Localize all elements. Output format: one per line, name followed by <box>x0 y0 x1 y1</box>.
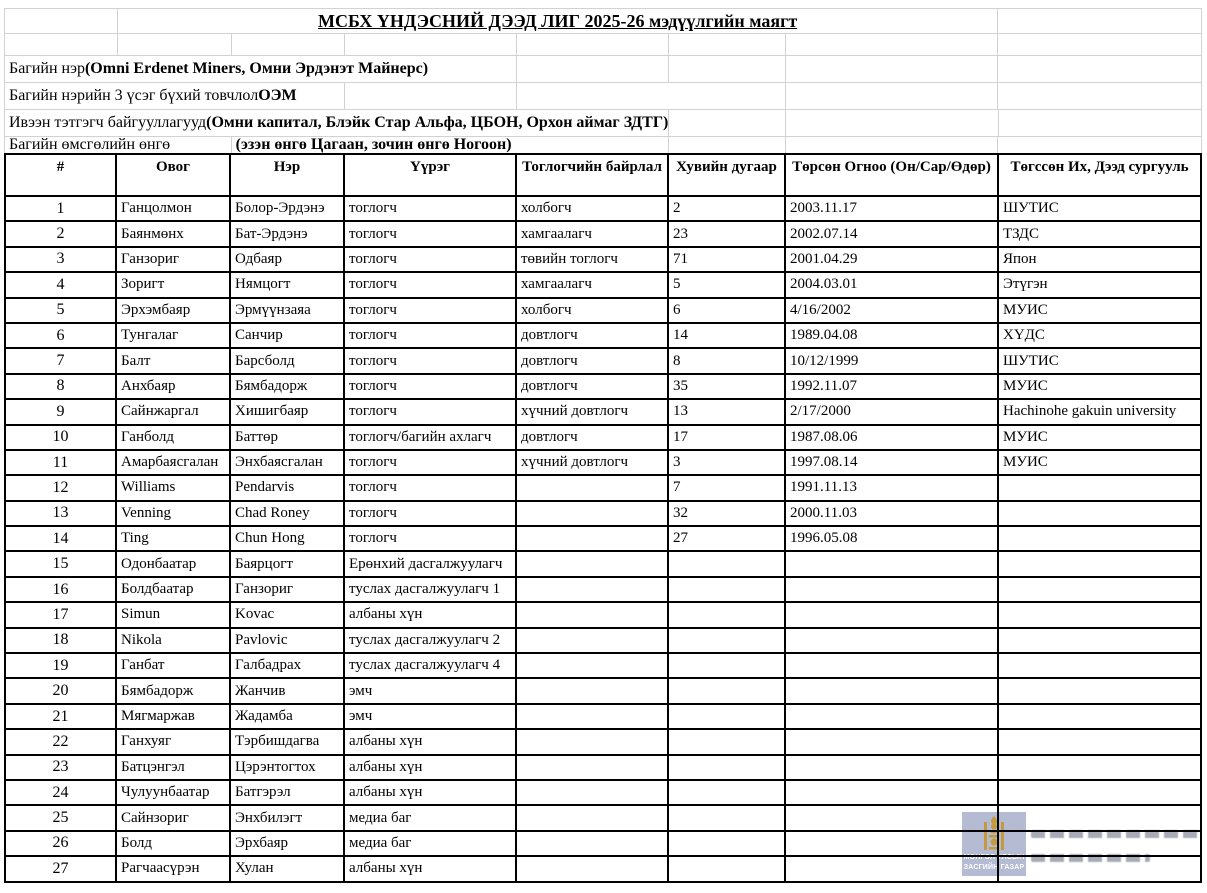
cell-university: МУИС <box>998 298 1201 323</box>
table-row <box>5 425 1201 450</box>
cell-role: тоглогч <box>344 247 516 272</box>
cell-surname: Сайнзориг <box>116 805 230 830</box>
cell-role: албаны хүн <box>344 602 516 627</box>
table-row <box>5 348 1201 373</box>
cell-given-name: Kovac <box>230 602 344 627</box>
cell-birth-date <box>785 678 998 703</box>
cell-position <box>516 729 668 754</box>
cell-number: 5 <box>5 298 116 323</box>
empty-cell <box>998 137 1201 153</box>
table-row <box>5 729 1201 754</box>
cell-role: тоглогч <box>344 450 516 475</box>
cell-number: 26 <box>5 831 116 856</box>
empty-cell <box>118 34 232 55</box>
cell-position: холбогч <box>516 196 668 221</box>
cell-jersey-number: 17 <box>668 425 785 450</box>
cell-number: 20 <box>5 678 116 703</box>
empty-cell <box>5 9 118 33</box>
cell-university: ШУТИС <box>998 196 1201 221</box>
table-row <box>5 526 1201 551</box>
table-row <box>5 831 1201 856</box>
cell-number: 24 <box>5 780 116 805</box>
cell-jersey-number <box>668 577 785 602</box>
team-abbreviation-value: ОЭМ <box>258 87 297 104</box>
cell-birth-date: 1996.05.08 <box>785 526 998 551</box>
cell-position <box>516 805 668 830</box>
cell-role: туслах дасгалжуулагч 4 <box>344 653 516 678</box>
cell-jersey-number <box>668 602 785 627</box>
cell-surname: Батцэнгэл <box>116 755 230 780</box>
cell-position: хамгаалагч <box>516 272 668 297</box>
cell-given-name: Болор-Эрдэнэ <box>230 196 344 221</box>
cell-birth-date: 1987.08.06 <box>785 425 998 450</box>
table-row <box>5 704 1201 729</box>
cell-birth-date <box>785 755 998 780</box>
cell-birth-date <box>785 628 998 653</box>
cell-surname: Venning <box>116 501 230 526</box>
cell-position <box>516 602 668 627</box>
cell-given-name: Жанчив <box>230 678 344 703</box>
cell-surname: Ганцолмон <box>116 196 230 221</box>
cell-surname: Simun <box>116 602 230 627</box>
cell-role: туслах дасгалжуулагч 1 <box>344 577 516 602</box>
table-row <box>5 374 1201 399</box>
cell-jersey-number: 14 <box>668 323 785 348</box>
cell-position <box>516 780 668 805</box>
cell-surname: Ганбат <box>116 653 230 678</box>
table-row <box>5 577 1201 602</box>
empty-cell <box>669 137 786 153</box>
cell-position: довтлогч <box>516 323 668 348</box>
empty-cell <box>998 56 1201 82</box>
cell-birth-date <box>785 602 998 627</box>
cell-position <box>516 577 668 602</box>
cell-role: тоглогч/багийн ахлагч <box>344 425 516 450</box>
table-row <box>5 551 1201 576</box>
cell-university <box>998 805 1201 830</box>
table-row <box>5 501 1201 526</box>
cell-jersey-number <box>668 551 785 576</box>
cell-jersey-number: 23 <box>668 221 785 246</box>
cell-birth-date: 2000.11.03 <box>785 501 998 526</box>
cell-number: 13 <box>5 501 116 526</box>
cell-jersey-number: 8 <box>668 348 785 373</box>
cell-jersey-number: 3 <box>668 450 785 475</box>
cell-given-name: Батгэрэл <box>230 780 344 805</box>
cell-birth-date <box>785 805 998 830</box>
cell-given-name: Chun Hong <box>230 526 344 551</box>
cell-number: 23 <box>5 755 116 780</box>
cell-university: ХҮДС <box>998 323 1201 348</box>
cell-university <box>998 755 1201 780</box>
kit-color-label: Багийн өмсгөлийн өнгө <box>9 136 171 153</box>
title-row <box>4 8 1202 34</box>
roster-table <box>4 153 1202 883</box>
empty-cell <box>345 83 517 109</box>
cell-number: 12 <box>5 475 116 500</box>
cell-university: МУИС <box>998 450 1201 475</box>
table-row <box>5 196 1201 221</box>
team-name-cell <box>5 56 517 82</box>
cell-position: довтлогч <box>516 374 668 399</box>
empty-cell <box>998 9 1201 33</box>
cell-given-name: Ганзориг <box>230 577 344 602</box>
cell-role: туслах дасгалжуулагч 2 <box>344 628 516 653</box>
cell-given-name: Тэрбишдагва <box>230 729 344 754</box>
cell-given-name: Баярцогт <box>230 551 344 576</box>
cell-university <box>998 551 1201 576</box>
cell-university: ШУТИС <box>998 348 1201 373</box>
cell-position: хүчний довтлогч <box>516 450 668 475</box>
cell-surname: Ганболд <box>116 425 230 450</box>
cell-surname: Ганхуяг <box>116 729 230 754</box>
cell-role: эмч <box>344 704 516 729</box>
table-row <box>5 221 1201 246</box>
cell-number: 25 <box>5 805 116 830</box>
cell-position <box>516 551 668 576</box>
empty-cell <box>786 110 998 136</box>
cell-birth-date: 1997.08.14 <box>785 450 998 475</box>
cell-role: эмч <box>344 678 516 703</box>
table-row <box>5 450 1201 475</box>
cell-university <box>998 501 1201 526</box>
cell-number: 21 <box>5 704 116 729</box>
cell-surname: Зоригт <box>116 272 230 297</box>
cell-position <box>516 526 668 551</box>
cell-number: 27 <box>5 856 116 881</box>
cell-role: тоглогч <box>344 501 516 526</box>
cell-position: хамгаалагч <box>516 221 668 246</box>
column-header-given-name: Нэр <box>230 154 344 196</box>
cell-birth-date <box>785 704 998 729</box>
cell-number: 7 <box>5 348 116 373</box>
cell-university: Hachinohe gakuin university <box>998 399 1201 424</box>
cell-surname: Бямбадорж <box>116 678 230 703</box>
table-row <box>5 805 1201 830</box>
empty-cell <box>998 34 1201 55</box>
cell-given-name: Санчир <box>230 323 344 348</box>
empty-cell <box>998 83 1201 109</box>
cell-position <box>516 856 668 881</box>
team-abbreviation-label: Багийн нэрийн 3 үсэг бүхий товчлол <box>9 87 259 104</box>
cell-jersey-number: 2 <box>668 196 785 221</box>
cell-role: тоглогч <box>344 221 516 246</box>
cell-given-name: Эрхбаяр <box>230 831 344 856</box>
cell-role: тоглогч <box>344 348 516 373</box>
cell-given-name: Энхбаясгалан <box>230 450 344 475</box>
cell-birth-date <box>785 729 998 754</box>
cell-position <box>516 653 668 678</box>
column-header-role: Үүрэг <box>344 154 516 196</box>
cell-number: 8 <box>5 374 116 399</box>
cell-jersey-number <box>668 780 785 805</box>
table-row <box>5 475 1201 500</box>
cell-position <box>516 755 668 780</box>
table-row <box>5 602 1201 627</box>
cell-surname: Баянмөнх <box>116 221 230 246</box>
sponsors-cell <box>5 110 669 136</box>
table-row <box>5 678 1201 703</box>
cell-role: албаны хүн <box>344 755 516 780</box>
cell-given-name: Баттөр <box>230 425 344 450</box>
cell-number: 1 <box>5 196 116 221</box>
table-row <box>5 399 1201 424</box>
cell-birth-date <box>785 780 998 805</box>
empty-cell <box>345 34 517 55</box>
cell-given-name: Бат-Эрдэнэ <box>230 221 344 246</box>
empty-cell <box>669 110 786 136</box>
empty-cell <box>786 83 999 109</box>
table-row <box>5 323 1201 348</box>
cell-jersey-number: 35 <box>668 374 785 399</box>
empty-cell <box>999 110 1201 136</box>
cell-university <box>998 475 1201 500</box>
cell-position <box>516 831 668 856</box>
kit-color-label-cell <box>5 137 232 153</box>
column-header-jersey-number: Хувийн дугаар <box>668 154 785 196</box>
page-title: МСБХ ҮНДЭСНИЙ ДЭЭД ЛИГ 2025-26 мэдүүлгийн маягт <box>118 9 999 33</box>
cell-jersey-number: 32 <box>668 501 785 526</box>
cell-position: холбогч <box>516 298 668 323</box>
cell-position <box>516 704 668 729</box>
cell-position: довтлогч <box>516 348 668 373</box>
cell-surname: Ганзориг <box>116 247 230 272</box>
cell-surname: Болд <box>116 831 230 856</box>
cell-surname: Мягмаржав <box>116 704 230 729</box>
empty-cell <box>786 56 999 82</box>
empty-cell <box>517 34 669 55</box>
cell-surname: Williams <box>116 475 230 500</box>
empty-cell <box>517 56 669 82</box>
cell-university: МУИС <box>998 374 1201 399</box>
cell-university: Япон <box>998 247 1201 272</box>
cell-university <box>998 577 1201 602</box>
sponsors-value: (Омни капитал, Блэйк Стар Альфа, ЦБОН, Орхон аймаг ЗДТГ) <box>206 114 669 131</box>
column-header-position: Тоглогчийн байрлал <box>516 154 668 196</box>
table-row <box>5 653 1201 678</box>
cell-surname: Nikola <box>116 628 230 653</box>
empty-cell <box>232 34 346 55</box>
cell-number: 2 <box>5 221 116 246</box>
cell-given-name: Галбадрах <box>230 653 344 678</box>
cell-birth-date: 2003.11.17 <box>785 196 998 221</box>
cell-given-name: Цэрэнтогтох <box>230 755 344 780</box>
cell-role: тоглогч <box>344 196 516 221</box>
cell-university: ТЗДС <box>998 221 1201 246</box>
cell-role: албаны хүн <box>344 780 516 805</box>
cell-surname: Амарбаясгалан <box>116 450 230 475</box>
cell-position: довтлогч <box>516 425 668 450</box>
empty-cell <box>786 137 999 153</box>
cell-given-name: Нямцогт <box>230 272 344 297</box>
sponsors-row <box>4 110 1202 137</box>
cell-birth-date: 1992.11.07 <box>785 374 998 399</box>
cell-role: медиа баг <box>344 831 516 856</box>
team-name-row <box>4 56 1202 83</box>
cell-given-name: Chad Roney <box>230 501 344 526</box>
cell-surname: Сайнжаргал <box>116 399 230 424</box>
cell-university <box>998 704 1201 729</box>
cell-university <box>998 678 1201 703</box>
cell-number: 4 <box>5 272 116 297</box>
team-abbreviation-cell <box>5 83 345 109</box>
cell-number: 9 <box>5 399 116 424</box>
cell-role: тоглогч <box>344 272 516 297</box>
cell-birth-date: 1989.04.08 <box>785 323 998 348</box>
cell-surname: Тунгалаг <box>116 323 230 348</box>
cell-role: албаны хүн <box>344 729 516 754</box>
cell-birth-date: 1991.11.13 <box>785 475 998 500</box>
cell-position <box>516 501 668 526</box>
cell-role: медиа баг <box>344 805 516 830</box>
cell-given-name: Жадамба <box>230 704 344 729</box>
cell-number: 15 <box>5 551 116 576</box>
cell-jersey-number <box>668 831 785 856</box>
cell-jersey-number <box>668 805 785 830</box>
empty-cell <box>669 56 786 82</box>
cell-given-name: Барсболд <box>230 348 344 373</box>
cell-position <box>516 628 668 653</box>
cell-jersey-number: 6 <box>668 298 785 323</box>
cell-position: хүчний довтлогч <box>516 399 668 424</box>
cell-university <box>998 628 1201 653</box>
kit-color-value-cell <box>232 137 669 153</box>
team-name-label: Багийн нэр <box>9 60 85 77</box>
team-name-value: (Omni Erdenet Miners, Омни Эрдэнэт Майнерс) <box>84 60 429 77</box>
cell-jersey-number: 7 <box>668 475 785 500</box>
cell-university <box>998 831 1201 856</box>
cell-number: 3 <box>5 247 116 272</box>
empty-grid-row <box>4 34 1202 56</box>
cell-number: 18 <box>5 628 116 653</box>
cell-role: тоглогч <box>344 298 516 323</box>
empty-cell <box>669 34 786 55</box>
cell-university <box>998 602 1201 627</box>
column-header-university: Төгссөн Их, Дээд сургууль <box>998 154 1201 196</box>
cell-given-name: Энхбилэгт <box>230 805 344 830</box>
empty-cell <box>517 83 786 109</box>
cell-surname: Болдбаатар <box>116 577 230 602</box>
cell-role: тоглогч <box>344 526 516 551</box>
cell-birth-date <box>785 856 998 881</box>
cell-number: 10 <box>5 425 116 450</box>
cell-jersey-number: 27 <box>668 526 785 551</box>
column-header-number: # <box>5 154 116 196</box>
cell-surname: Анхбаяр <box>116 374 230 399</box>
cell-number: 22 <box>5 729 116 754</box>
table-row <box>5 856 1201 881</box>
cell-university <box>998 653 1201 678</box>
column-header-birth-date: Төрсөн Огноо (Он/Сар/Өдөр) <box>785 154 998 196</box>
sponsors-label: Ивээн тэтгэгч байгууллагууд <box>9 114 207 131</box>
team-abbreviation-row <box>4 83 1202 110</box>
cell-jersey-number: 13 <box>668 399 785 424</box>
empty-cell <box>786 34 999 55</box>
cell-birth-date: 2004.03.01 <box>785 272 998 297</box>
cell-university <box>998 856 1201 881</box>
cell-given-name: Pendarvis <box>230 475 344 500</box>
cell-number: 14 <box>5 526 116 551</box>
cell-number: 11 <box>5 450 116 475</box>
table-row <box>5 247 1201 272</box>
cell-surname: Балт <box>116 348 230 373</box>
cell-role: тоглогч <box>344 399 516 424</box>
empty-cell <box>5 34 118 55</box>
cell-birth-date <box>785 831 998 856</box>
table-row <box>5 780 1201 805</box>
cell-number: 19 <box>5 653 116 678</box>
column-header-surname: Овог <box>116 154 230 196</box>
kit-color-value: (эзэн өнгө Цагаан, зочин өнгө Ногоон) <box>235 136 512 153</box>
cell-given-name: Хишигбаяр <box>230 399 344 424</box>
table-row <box>5 272 1201 297</box>
cell-jersey-number: 5 <box>668 272 785 297</box>
cell-surname: Ting <box>116 526 230 551</box>
cell-role: албаны хүн <box>344 856 516 881</box>
logo-text-line2: ЗАСГИЙН ГАЗАР <box>963 864 1025 872</box>
cell-birth-date: 2001.04.29 <box>785 247 998 272</box>
cell-jersey-number <box>668 628 785 653</box>
cell-number: 16 <box>5 577 116 602</box>
cell-surname: Чулуунбаатар <box>116 780 230 805</box>
cell-jersey-number: 71 <box>668 247 785 272</box>
cell-given-name: Бямбадорж <box>230 374 344 399</box>
kit-color-row <box>4 137 1202 153</box>
logo-text-line1: МОНГОЛ УЛСЫН <box>963 854 1025 861</box>
cell-position: төвийн тоглогч <box>516 247 668 272</box>
cell-number: 6 <box>5 323 116 348</box>
cell-jersey-number <box>668 755 785 780</box>
cell-position <box>516 678 668 703</box>
cell-jersey-number <box>668 729 785 754</box>
cell-university: МУИС <box>998 425 1201 450</box>
cell-university <box>998 729 1201 754</box>
cell-jersey-number <box>668 678 785 703</box>
cell-university <box>998 526 1201 551</box>
cell-given-name: Эрмүүнзаяа <box>230 298 344 323</box>
table-row <box>5 628 1201 653</box>
cell-number: 17 <box>5 602 116 627</box>
cell-birth-date: 2002.07.14 <box>785 221 998 246</box>
cell-given-name: Хулан <box>230 856 344 881</box>
cell-position <box>516 475 668 500</box>
cell-birth-date <box>785 653 998 678</box>
cell-surname: Рагчаасүрэн <box>116 856 230 881</box>
cell-birth-date <box>785 577 998 602</box>
cell-role: тоглогч <box>344 475 516 500</box>
cell-jersey-number <box>668 653 785 678</box>
cell-given-name: Pavlovic <box>230 628 344 653</box>
cell-birth-date: 2/17/2000 <box>785 399 998 424</box>
table-header-row <box>5 154 1201 196</box>
cell-role: тоглогч <box>344 374 516 399</box>
cell-birth-date <box>785 551 998 576</box>
cell-jersey-number <box>668 704 785 729</box>
cell-birth-date: 4/16/2002 <box>785 298 998 323</box>
cell-given-name: Одбаяр <box>230 247 344 272</box>
cell-university: Этүгэн <box>998 272 1201 297</box>
table-row <box>5 755 1201 780</box>
cell-surname: Одонбаатар <box>116 551 230 576</box>
cell-surname: Эрхэмбаяр <box>116 298 230 323</box>
cell-jersey-number <box>668 856 785 881</box>
cell-birth-date: 10/12/1999 <box>785 348 998 373</box>
cell-university <box>998 780 1201 805</box>
cell-role: Ерөнхий дасгалжуулагч <box>344 551 516 576</box>
table-row <box>5 298 1201 323</box>
cell-role: тоглогч <box>344 323 516 348</box>
